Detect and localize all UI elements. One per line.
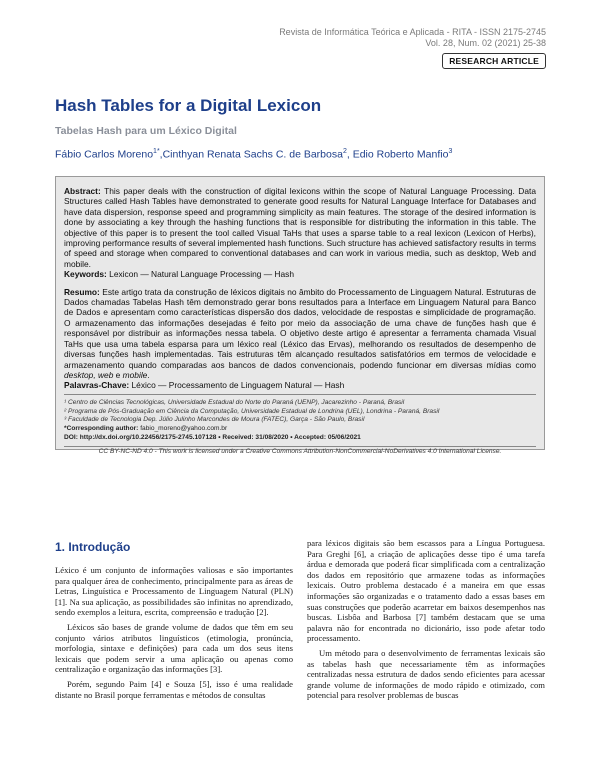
palavras-text: Léxico — Processamento de Linguagem Natural — Hash [129, 380, 345, 391]
affiliation: ² Programa de Pós-Graduação em Ciência da Computação, Universidade Estadual de Londrina (UEL), Londrina - Paraná, Brasil [64, 407, 440, 415]
body-column-right [307, 538, 545, 701]
journal-name: Revista de Informática Teórica e Aplicada - RITA - ISSN 2175-2745 [279, 27, 546, 37]
body-paragraph: Um método para o desenvolvimento de ferramentas lexicais são as tabelas hash que necessariamente têm as informações centralizadas nessa estrutura de dados sendo eficientes para acessar grande volume de informações de modo rápido e otimizado, com potencial para resolver problemas de buscas [307, 647, 545, 701]
affiliations [64, 399, 536, 425]
article-meta [64, 425, 536, 443]
author-affiliation-mark: 1* [153, 148, 160, 155]
author-affiliation-mark: 3 [448, 148, 453, 155]
affiliation: ³ Faculdade de Tecnologia Dep. Júlio Julinho Marcondes de Moura (FATEC), Garça - São Paulo, Brasil [64, 416, 365, 424]
body-paragraph: Léxico é um conjunto de informações valiosas e são importantes para qualquer área de conhecimento, principalmente para as áreas de Letras, Linguística e Processamento de Linguagem Natural (PLN) [1]. Na sua aplicação, as possibilidades são infinitas no aprendizado, sendo exemplos a leitura, escrita, compreensão e tradução [2]. [55, 565, 293, 618]
abstract-label: Abstract: [64, 186, 101, 196]
keywords [64, 269, 536, 279]
doi-line: DOI: http://dx.doi.org/10.22456/2175-2745.107128 • Received: 31/08/2020 • Accepted: 05/06/2021 [64, 433, 361, 441]
author-name: Cinthyan Renata Sachs C. de Barbosa [162, 148, 343, 161]
author-list: Fábio Carlos Moreno$^{1*}$,Cinthyan Renata Sachs C. de Barbosa$^2$, Edio Roberto Manfio$^3$ [55, 148, 453, 161]
section-heading: 1. Introdução [55, 540, 131, 554]
body-paragraph: Porém, segundo Paim [4] e Souza [5], isso é uma realidade distante no Brasil porque ferramentas e métodos de consultas [55, 678, 293, 700]
body-column-left [55, 565, 293, 700]
abstract-text: This paper deals with the construction of digital lexicons within the scope of Natural Language Processing. Data Structures called Hash Tables have demonstrated to generate good results for Natural Language Interface for Databases and have data dispersion, response speed and programming simplicity as main features. The storage of the desired information is done by associating a key through the hashing functions that is responsible for distributing the information in this table. The objective of this paper is to present the tool called Visual TaHs that uses a sparse table to a real lexicon (Lexicon of Herbs), improving performance results of several implemented hash functions. Such structure has achieved satisfactory results in terms of speed and storage when compared to conventional databases and can work in various media, such as desktop, Web and mobile. [64, 186, 537, 269]
abstract-paragraph [64, 186, 536, 269]
journal-info [279, 27, 546, 49]
affiliation: ¹ Centro de Ciências Tecnológicas, Universidade Estadual do Norte do Paraná (UENP), Jacarezinho - Paraná, Brasil [64, 398, 405, 406]
article-subtitle: Tabelas Hash para um Léxico Digital [55, 125, 237, 137]
corresponding-email: fabio_moreno@yahoo.com.br [138, 425, 228, 433]
journal-volume: Vol. 28, Num. 02 (2021) 25-38 [425, 38, 546, 48]
abstract-box [55, 176, 545, 455]
author-name: Edio Roberto Manfio [352, 148, 449, 161]
keywords-text: Lexicon — Natural Language Processing — Hash [106, 269, 294, 280]
author-affiliation-mark: 2 [342, 148, 347, 155]
corresponding-author: *Corresponding author: fabio_moreno@yahoo.com.br [64, 425, 228, 433]
divider [64, 446, 536, 447]
body-paragraph: Léxicos são bases de grande volume de dados que têm em seu conjunto vários atributos linguísticos (etimologia, pronúncia, morfologia, sintaxe e definições) para cada um dos seus itens lexicais que podem servir a uma aplicação ou apenas como centralização e organização das informações [3]. [55, 621, 293, 675]
article-type-badge: RESEARCH ARTICLE [442, 53, 546, 69]
resumo-label: Resumo: [64, 286, 100, 297]
palavras-label: Palavras-Chave: [64, 380, 130, 391]
keywords-label: Keywords: [64, 269, 107, 280]
article-title: Hash Tables for a Digital Lexicon [55, 96, 322, 115]
body-paragraph: para léxicos digitais são bem escassos para a Língua Portuguesa. Para Greghi [6], a criação de aplicações desse tipo é uma tarefa árdua e demorada que poderá ficar simplificada com a centralização dos dados em repositório que armazene todas as informações lexicais. Outro problema destacado é a maneira em que essas informações são organizadas e o tratamento dado a essas bases em suas construções que poderão acarretar em baixos desempenhos nas buscas. Lisbôa and Barbosa [7] também destacam que se uma palavra não for encontrada no dicionário, isso pode afetar todo processamento. [307, 538, 545, 644]
resumo-paragraph: Resumo: Este artigo trata da construção de léxicos digitais no âmbito do Processamento de Linguagem Natural. Estruturas de Dados chamadas Tabelas Hash têm demonstrado gerar bons resultados para a Interface em Linguagem Natural para Banco de Dados e apresentam como características dispersão dos dados, velocidade de respostas e simplicidade de programação. O armazenamento das informações desejadas é feito por meio da associação de uma chave de funções hash que é responsável por distribuir as informações nessa tabela. O objetivo deste artigo é apresentar a ferramenta chamada Visual TaHs que usa uma tabela esparsa para um léxico real (Léxico das Ervas), melhorando os resultados de desempenho de diversas funções hash implementadas. Tais estruturas têm alcançado resultados satisfatórios em termos de velocidade e armazenamento quando comparadas aos bancos de dados convencionais, podendo funcionar em diversas mídias como desktop, web e mobile. [64, 286, 536, 380]
palavras-chave [64, 380, 536, 390]
license-text: CC BY-NC-ND 4.0 - This work is licensed under a Creative Commons Attribution-NonCommercial-NoDerivatives 4.0 International License. [98, 447, 502, 455]
divider [64, 394, 536, 395]
author-name: Fábio Carlos Moreno [55, 148, 154, 161]
resumo-text: Este artigo trata da construção de léxicos digitais no âmbito do Processamento de Linguagem Natural. Estruturas de Dados chamadas Tabelas Hash têm demonstrado gerar bons resultados para a Interface em Linguagem Natural para Banco de Dados e apresentam como características dispersão dos dados, velocidade de respostas e simplicidade de programação. O armazenamento das informações desejadas é feito por meio da associação de uma chave de funções hash que é responsável por distribuir as informações nessa tabela. O objetivo deste artigo é apresentar a ferramenta chamada Visual TaHs que usa uma tabela esparsa para um léxico real (Léxico das Ervas), melhorando os resultados de desempenho de diversas funções hash implementadas. Tais estruturas têm alcançado resultados satisfatórios em termos de velocidade e armazenamento quando comparadas aos bancos de dados convencionais, podendo funcionar em diversas mídias como [64, 286, 536, 370]
